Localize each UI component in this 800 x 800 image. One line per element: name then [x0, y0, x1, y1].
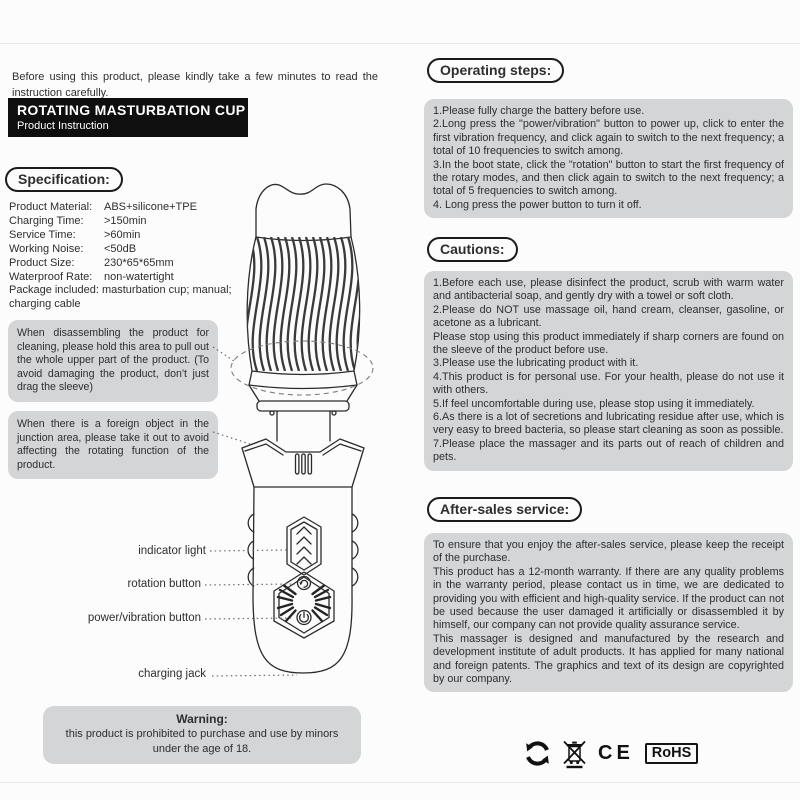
spec-value: masturbation cup; manual; charging cable [9, 284, 232, 311]
callout-foreign-object: When there is a foreign object in the junction area, please take it out to avoid affecting the rotating function of the product. [8, 411, 218, 479]
operating-steps-box [424, 99, 793, 218]
handle-illustration [242, 439, 364, 673]
after-sales-paragraph: To ensure that you enjoy the after-sales service, please keep the receipt of the purchase. [433, 539, 784, 565]
power-button-icon [297, 611, 311, 625]
caution-item: Please stop using this product immediately if sharp corners are found on the sleeve of the product before use. [433, 330, 784, 357]
spec-label: Waterproof Rate: [9, 270, 93, 283]
caution-item: 2.Please do NOT use massage oil, hand cream, cleanser, gasoline, or acetone as a lubricant. [433, 303, 784, 330]
specification-heading: Specification: [5, 167, 123, 192]
product-subtitle: Product Instruction [17, 120, 109, 132]
warning-box [43, 706, 361, 764]
caution-item: 4.This product is for personal use. For your health, please do not use it with others. [433, 370, 784, 397]
operating-step: 4. Long press the power button to turn it off. [433, 198, 642, 211]
callout-disassembly: When disassembling the product for cleaning, please hold this area to pull out the whole upper part of the product. (To avoid damaging the product, don't just drag the sleeve) [8, 320, 218, 402]
rotation-button-icon [298, 577, 311, 590]
warning-body: this product is prohibited to purchase and use by minors under the age of 18. [65, 728, 339, 755]
weee-crossed-bin-icon [562, 738, 587, 769]
spec-label: Product Material: [9, 201, 93, 213]
label-power-vibration-button: power/vibration button [87, 612, 201, 624]
after-sales-heading: After-sales service: [427, 497, 582, 522]
page-top-edge [0, 43, 800, 44]
page-bottom-edge [0, 782, 800, 783]
operating-step: 1.Please fully charge the battery before use. [433, 105, 645, 117]
spec-value: >60min [104, 228, 141, 241]
caution-item: 6.As there is a lot of secretions and lubricating residue after use, which is very easy to breed bacteria, so please start cleaning as soon as possible. [433, 411, 784, 437]
caution-item: 5.If feel uncomfortable during use, please stop using it immediately. [433, 397, 755, 410]
spec-value: >150min [104, 214, 147, 227]
cautions-box [424, 271, 793, 471]
spec-value: ABS+silicone+TPE [104, 201, 197, 213]
cup-illustration [232, 184, 374, 441]
green-dot-recycle-icon [524, 740, 551, 767]
product-title: ROTATING MASTURBATION CUP [17, 102, 246, 118]
sleeve-swirl-texture [232, 237, 374, 371]
operating-step: 2.Long press the "power/vibration" button to power up, click to enter the first vibration frequency, and click again to switch to the next frequency; a total of 10 frequencies to switch among. [433, 118, 784, 158]
spec-value: 230*65*65mm [104, 256, 174, 269]
operating-step: 3.In the boot state, click the "rotation" button to start the first frequency of the rotary modes, and then click again to switch to the next frequency; a total of 5 frequencies to switch among. [433, 158, 784, 198]
cautions-heading: Cautions: [427, 237, 518, 262]
label-indicator-light: indicator light [138, 545, 206, 557]
spec-label: Package included: [9, 284, 99, 297]
label-charging-jack: charging jack [138, 668, 206, 680]
rohs-mark: RoHS [645, 743, 698, 764]
spec-value: <50dB [104, 242, 137, 255]
warning-title: Warning: [176, 712, 228, 726]
caution-item: 3.Please use the lubricating product with it. [433, 357, 639, 370]
spec-label: Service Time: [9, 228, 76, 241]
caution-item: 1.Before each use, please disinfect the product, scrub with warm water and antibacterial soap, and gently dry with a towel or soft cloth. [433, 277, 784, 303]
spec-value: non-watertight [104, 270, 174, 283]
intro-text: Before using this product, please kindly take a few minutes to read the instruction carefully. [12, 71, 378, 99]
operating-steps-heading: Operating steps: [427, 58, 564, 83]
spec-label: Working Noise: [9, 242, 84, 255]
indicator-light-panel [287, 517, 321, 575]
after-sales-paragraph: This product has a 12-month warranty. If there are any quality problems in the warranty period, please contact us in time, we are dedicated to providing you with efficient and high-quality service. If the product can not be used because the user damaged it artificially or disassembled it by himself, our company can not provide quality assurance service. [433, 565, 784, 632]
caution-item: 7.Please place the massager and its parts out of reach of children and pets. [433, 437, 784, 464]
after-sales-box [424, 533, 793, 692]
ce-mark: CE [598, 742, 634, 764]
after-sales-paragraph: This massager is designed and manufactured by the research and development institute of adult products. It has applied for many national and foreign patents. The graphics and text of its design are copyrighted by our company. [433, 632, 784, 686]
label-rotation-button: rotation button [127, 578, 201, 590]
product-line-drawing [80, 165, 430, 710]
spec-label: Charging Time: [9, 214, 84, 227]
certification-marks [524, 738, 698, 769]
spec-label: Product Size: [9, 256, 75, 269]
button-panel [274, 572, 334, 638]
title-banner [8, 98, 248, 137]
